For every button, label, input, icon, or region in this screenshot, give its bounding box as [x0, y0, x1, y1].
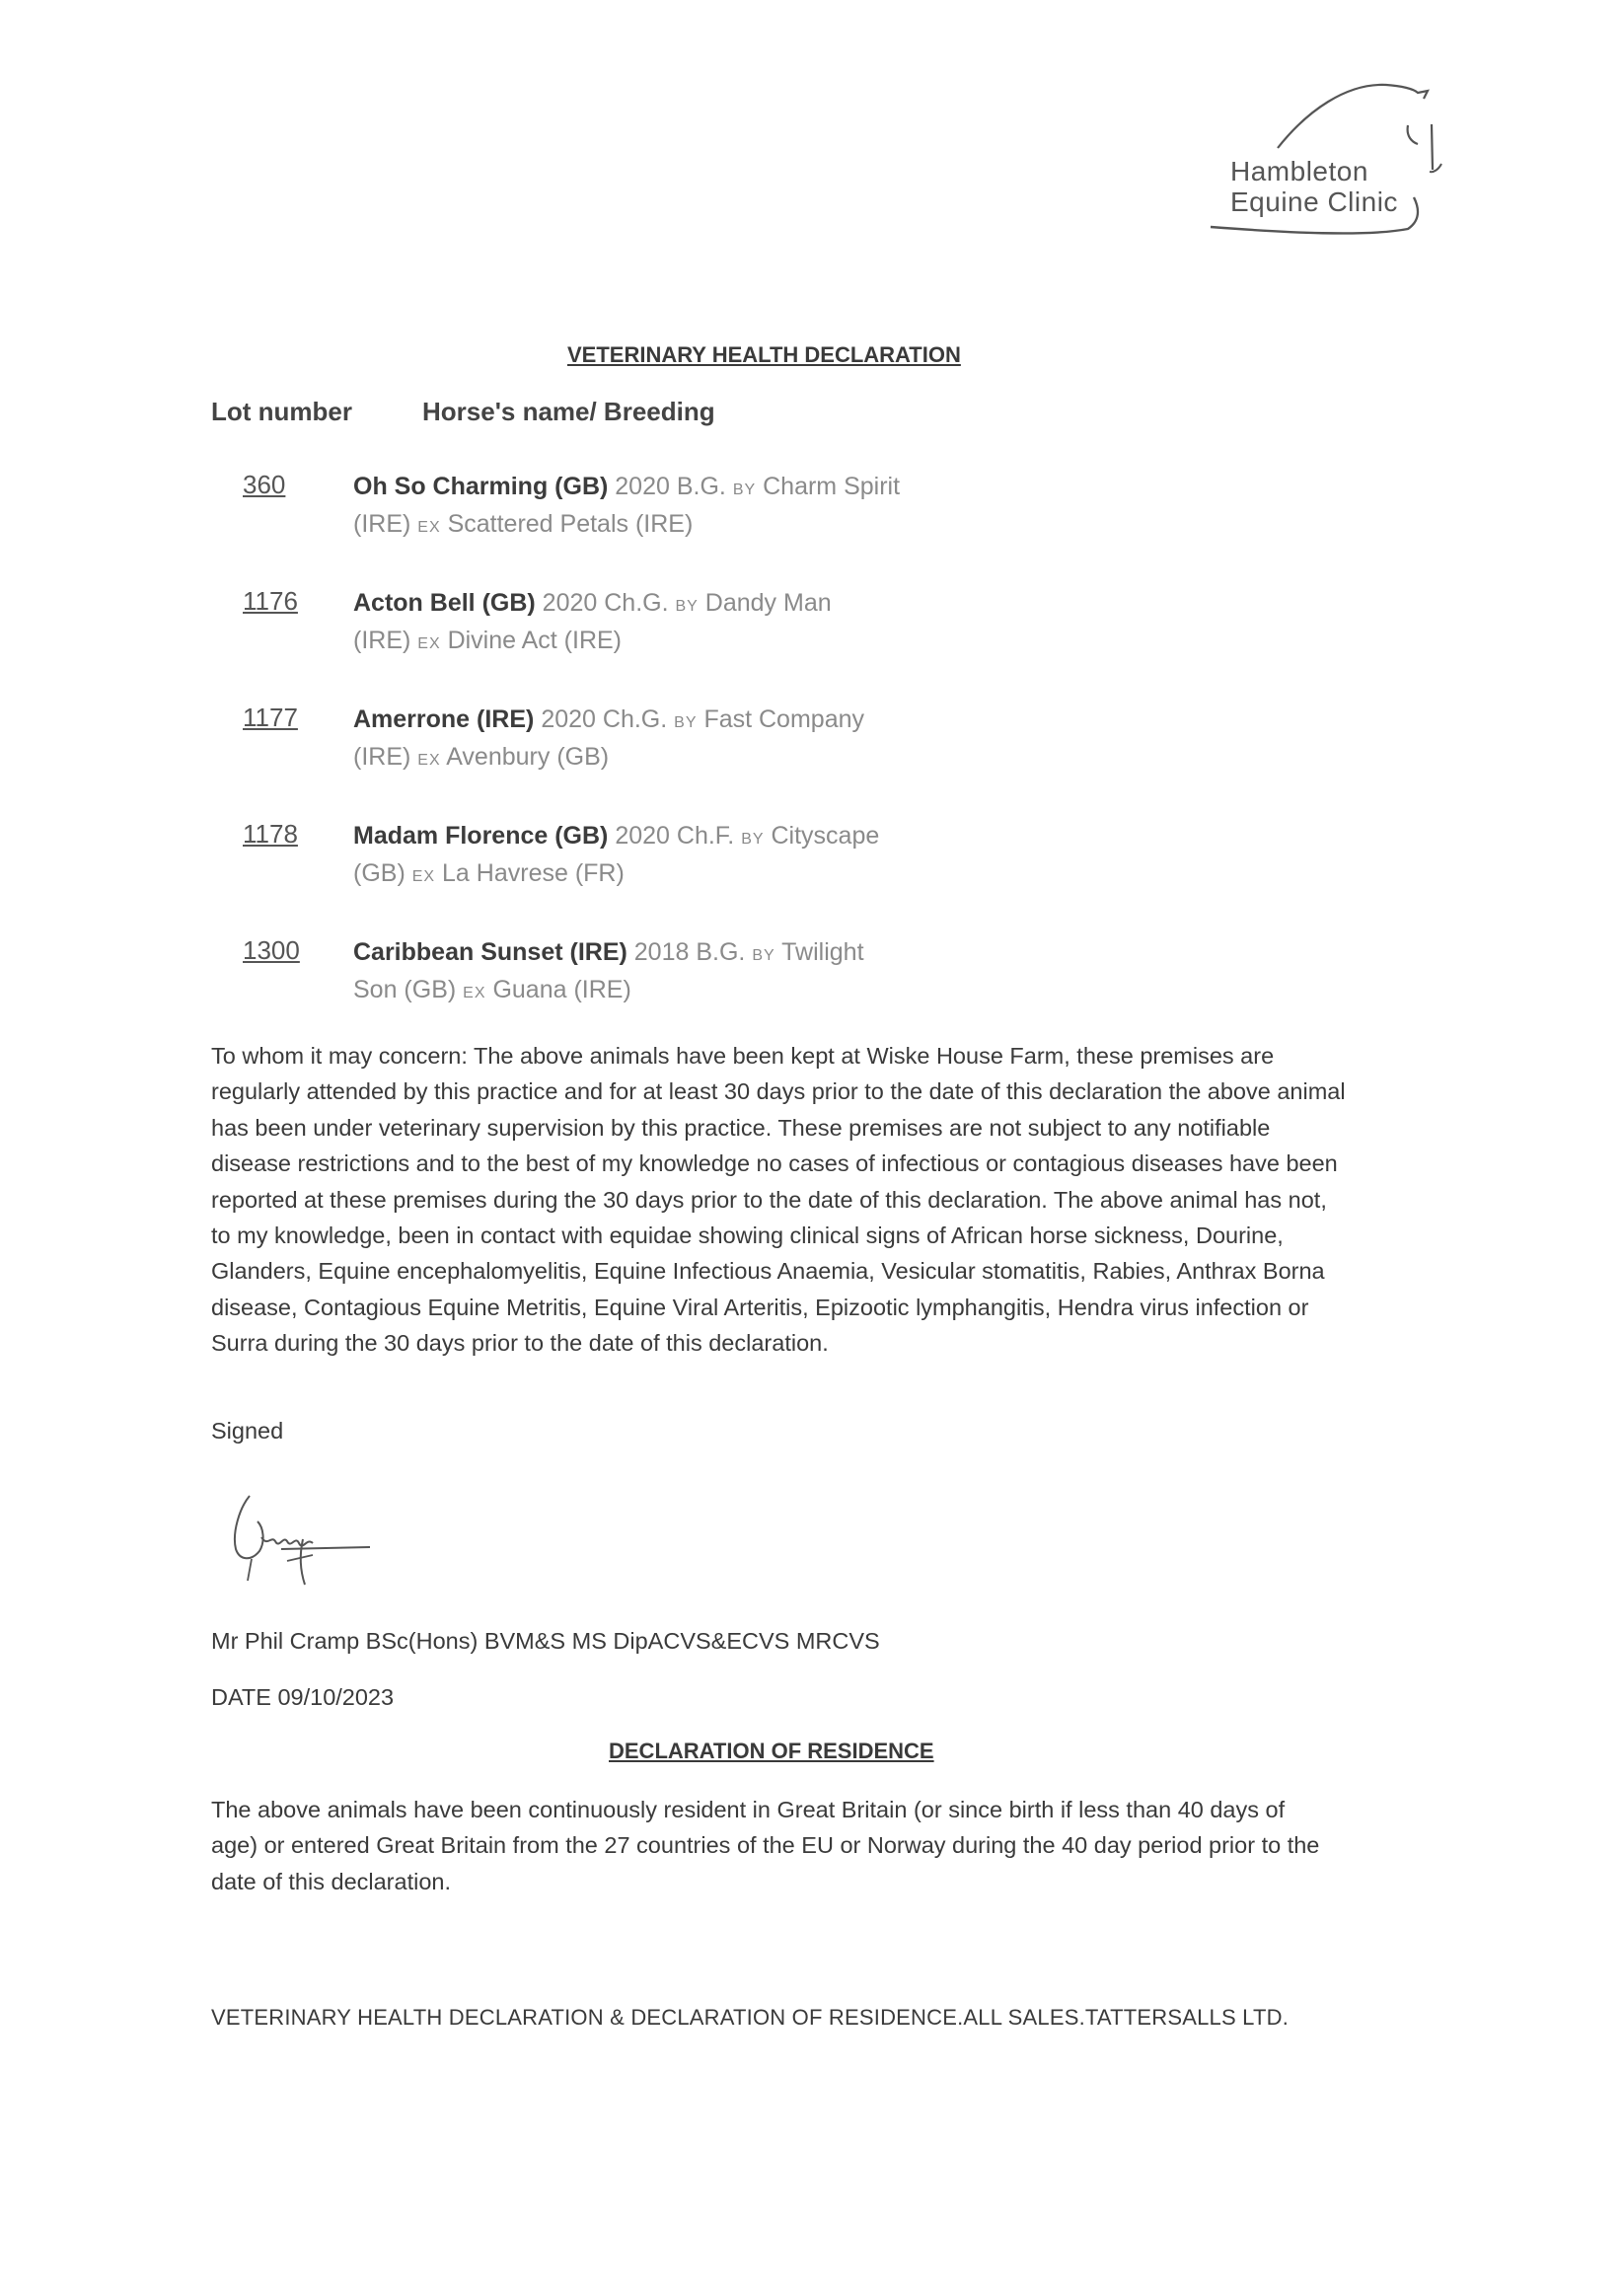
horse-dam: Divine Act (IRE)	[447, 627, 623, 654]
ex-label: EX	[417, 752, 441, 769]
horse-name: Amerrone (IRE)	[353, 705, 535, 733]
sire-origin: Son (GB)	[353, 976, 457, 1003]
logo-text-line2: Equine Clinic	[1230, 186, 1398, 217]
horse-dam: Scattered Petals (IRE)	[447, 510, 694, 538]
horse-sire: Twilight	[781, 938, 864, 966]
by-label: BY	[752, 947, 775, 964]
horse-details: 2020 Ch.G.	[542, 589, 669, 617]
horse-dam: La Havrese (FR)	[442, 859, 625, 887]
by-label: BY	[674, 714, 698, 731]
clinic-logo	[1199, 71, 1460, 254]
health-declaration-paragraph: To whom it may concern: The above animals have been kept at Wiske House Farm, these premises are regularly attended by this practice and for at least 30 days prior to the date of this declaration the above animal has been under veterinary supervision by this practice. These premises are not subject to any notifiable disease restrictions and to the best of my knowledge no cases of infectious or contagious diseases have been reported at these premises during the 30 days prior to the date of this declaration. The above animal has not, to my knowledge, been in contact with equidae showing clinical signs of African horse sickness, Dourine, Glanders, Equine encephalomyelitis, Equine Infectious Anaemia, Vesicular stomatitis, Rabies, Anthrax Borna disease, Contagious Equine Metritis, Equine Viral Arteritis, Epizootic lymphangitis, Hendra virus infection or Surra during the 30 days prior to the date of this declaration.	[211, 1043, 1346, 1357]
horse-breeding	[353, 703, 965, 778]
horse-details: 2020 Ch.G.	[541, 705, 668, 733]
signed-label: Signed	[211, 1418, 284, 1444]
document-footer: VETERINARY HEALTH DECLARATION & DECLARATION OF RESIDENCE.ALL SALES.TATTERSALLS LTD.	[211, 2005, 1290, 2030]
lot-number: 1177	[243, 703, 298, 732]
ex-label: EX	[417, 519, 441, 536]
ex-label: EX	[411, 868, 436, 885]
horse-breeding	[353, 470, 965, 545]
residence-paragraph: The above animals have been continuously resident in Great Britain (or since birth if less than 40 days of age) or entered Great Britain from the 27 countries of the EU or Norway during the 40 day period prior to the date of this declaration.	[211, 1797, 1320, 1894]
horse-sire: Dandy Man	[704, 589, 832, 617]
horse-details: 2018 B.G.	[633, 938, 746, 966]
horse-name: Oh So Charming (GB)	[353, 473, 609, 500]
horse-details: 2020 B.G.	[615, 473, 726, 500]
horse-breeding	[353, 819, 965, 894]
horse-name: Madam Florence (GB)	[353, 822, 609, 850]
horse-sire: Charm Spirit	[763, 473, 901, 500]
sire-origin: (IRE)	[353, 510, 411, 538]
lot-number: 1176	[243, 586, 298, 616]
horse-name: Acton Bell (GB)	[353, 589, 536, 617]
by-label: BY	[675, 598, 699, 615]
signer-name: Mr Phil Cramp BSc(Hons) BVM&S MS DipACVS&ECVS MRCVS	[211, 1628, 880, 1654]
sire-origin: (IRE)	[353, 743, 411, 771]
sire-origin: (GB)	[353, 859, 406, 887]
horse-dam: Guana (IRE)	[492, 976, 631, 1003]
horse-sire: Fast Company	[703, 705, 864, 733]
lot-number-heading: Lot number	[211, 397, 352, 426]
horse-dam: Avenbury (GB)	[446, 743, 610, 771]
logo-text-line1: Hambleton	[1230, 156, 1368, 186]
horse-breeding	[353, 935, 965, 1010]
ex-label: EX	[463, 985, 486, 1001]
horse-name-heading: Horse's name/ Breeding	[422, 397, 715, 426]
by-label: BY	[732, 481, 757, 498]
horse-name: Caribbean Sunset (IRE)	[353, 938, 627, 966]
lot-number: 1178	[243, 819, 298, 849]
horse-sire: Cityscape	[771, 822, 880, 850]
document-title: VETERINARY HEALTH DECLARATION	[567, 342, 961, 367]
residence-title: DECLARATION OF RESIDENCE	[609, 1739, 934, 1763]
ex-label: EX	[417, 635, 441, 652]
lot-number: 1300	[243, 935, 300, 965]
sire-origin: (IRE)	[353, 627, 411, 654]
horse-details: 2020 Ch.F.	[615, 822, 735, 850]
signature-icon	[222, 1478, 390, 1596]
by-label: BY	[741, 831, 765, 848]
horse-breeding	[353, 586, 965, 661]
declaration-date: DATE 09/10/2023	[211, 1684, 395, 1710]
lot-number: 360	[243, 470, 286, 499]
